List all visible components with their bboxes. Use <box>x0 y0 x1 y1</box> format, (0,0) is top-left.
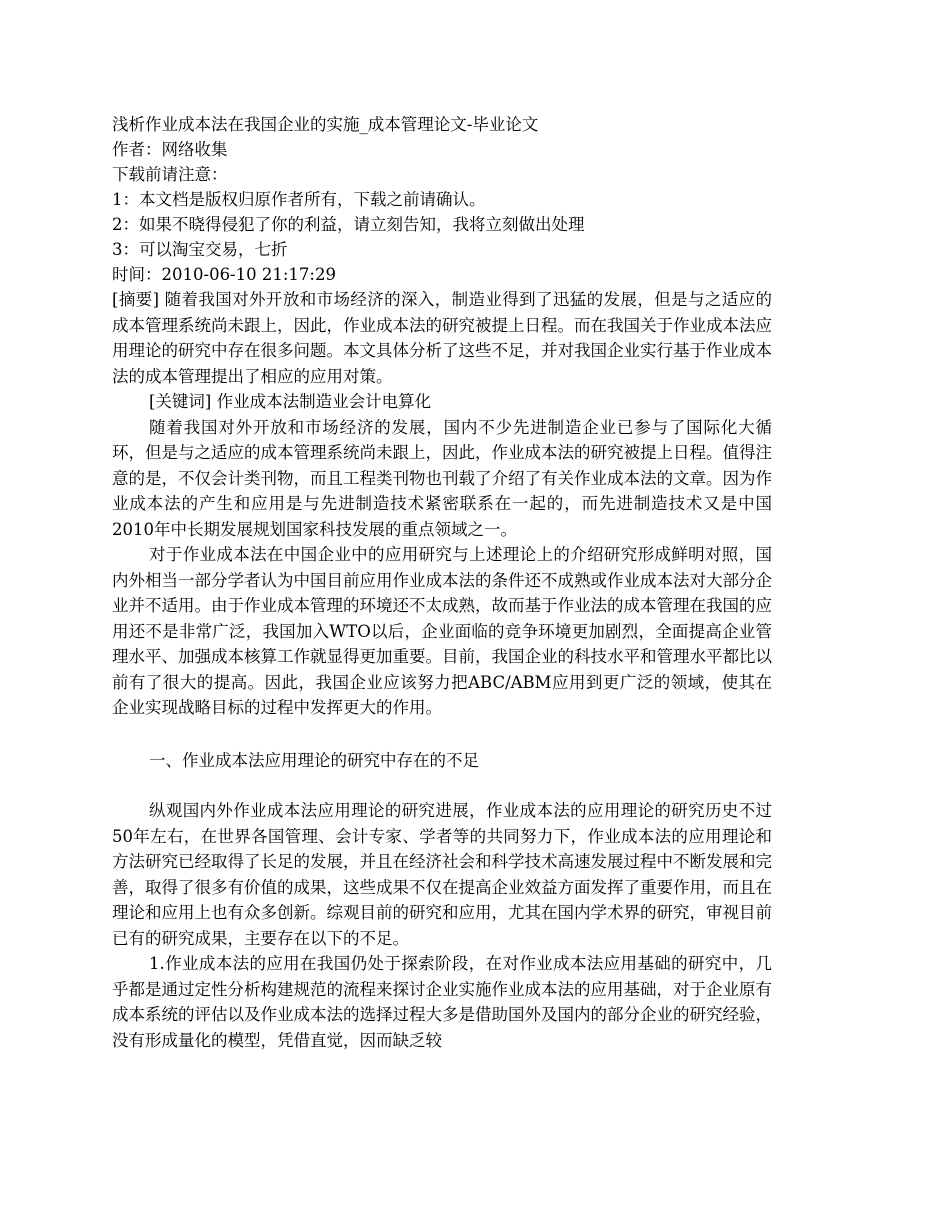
body-paragraph: 对于作业成本法在中国企业中的应用研究与上述理论上的介绍研究形成鲜明对照，国内外相当一部分学者认为中国目前应用作业成本法的条件还不成熟或作业成本法对大部分企业并不适用。由于作业成本管理的环境还不太成熟，故而基于作业法的成本管理在我国的应用还不是非常广泛，我国加入WTO以后，企业面临的竞争环境更加剧烈，全面提高企业管理水平、加强成本核算工作就显得更加重要。目前，我国企业的科技水平和管理水平都比以前有了很大的提高。因此，我国企业应该努力把ABC/ABM应用到更广泛的领域，使其在企业实现战略目标的过程中发挥更大的作用。 <box>112 545 772 717</box>
notice-item: 3：可以淘宝交易，七折 <box>112 240 288 259</box>
body-paragraph: 1.作业成本法的应用在我国仍处于探索阶段，在对作业成本法应用基础的研究中，几乎都是通过定性分析构建规范的流程来探讨企业实施作业成本法的应用基础，对于企业原有成本系统的评估以及作业成本法的选择过程大多是借助国外及国内的部分企业的研究经验，没有形成量化的模型，凭借直觉，因而缺乏较 <box>112 954 772 1050</box>
document-page <box>112 112 772 1053</box>
keywords: [关键词] 作业成本法制造业会计电算化 <box>149 392 432 411</box>
spacer <box>112 773 772 798</box>
spacer <box>112 721 772 748</box>
notice-item: 2：如果不晓得侵犯了你的利益，请立刻告知，我将立刻做出处理 <box>112 215 585 234</box>
section-heading: 一、作业成本法应用理论的研究中存在的不足 <box>149 750 479 770</box>
document-title: 浅析作业成本法在我国企业的实施_成本管理论文-毕业论文 <box>112 115 539 134</box>
notice-heading: 下载前请注意： <box>112 165 228 184</box>
document-author: 作者：网络收集 <box>112 140 228 159</box>
body-paragraph: 纵观国内外作业成本法应用理论的研究进展，作业成本法的应用理论的研究历史不过50年左右，在世界各国管理、会计专家、学者等的共同努力下，作业成本法的应用理论和方法研究已经取得了长足的发展，并且在经济社会和科学技术高速发展过程中不断发展和完善，取得了很多有价值的成果，这些成果不仅在提高企业效益方面发挥了重要作用，而且在理论和应用上也有众多创新。综观目前的研究和应用，尤其在国内学术界的研究，审视目前已有的研究成果，主要存在以下的不足。 <box>112 801 772 948</box>
document-time: 时间：2010-06-10 21:17:29 <box>112 265 336 284</box>
body-paragraph: 随着我国对外开放和市场经济的发展，国内不少先进制造企业已参与了国际化大循环，但是与之适应的成本管理系统尚未跟上，因此，作业成本法的研究被提上日程。值得注意的是，不仅会计类刊物，而且工程类刊物也刊载了介绍了有关作业成本法的文章。因为作业成本法的产生和应用是与先进制造技术紧密联系在一起的，而先进制造技术又是中国2010年中长期发展规划国家科技发展的重点领域之一。 <box>112 417 772 539</box>
notice-item: 1：本文档是版权归原作者所有，下载之前请确认。 <box>112 190 486 209</box>
abstract: [摘要] 随着我国对外开放和市场经济的深入，制造业得到了迅猛的发展，但是与之适应的成本管理系统尚未跟上，因此，作业成本法的研究被提上日程。而在我国关于作业成本法应用理论的研究中存在很多问题。本文具体分析了这些不足，并对我国企业实行基于作业成本法的成本管理提出了相应的应用对策。 <box>112 290 772 386</box>
